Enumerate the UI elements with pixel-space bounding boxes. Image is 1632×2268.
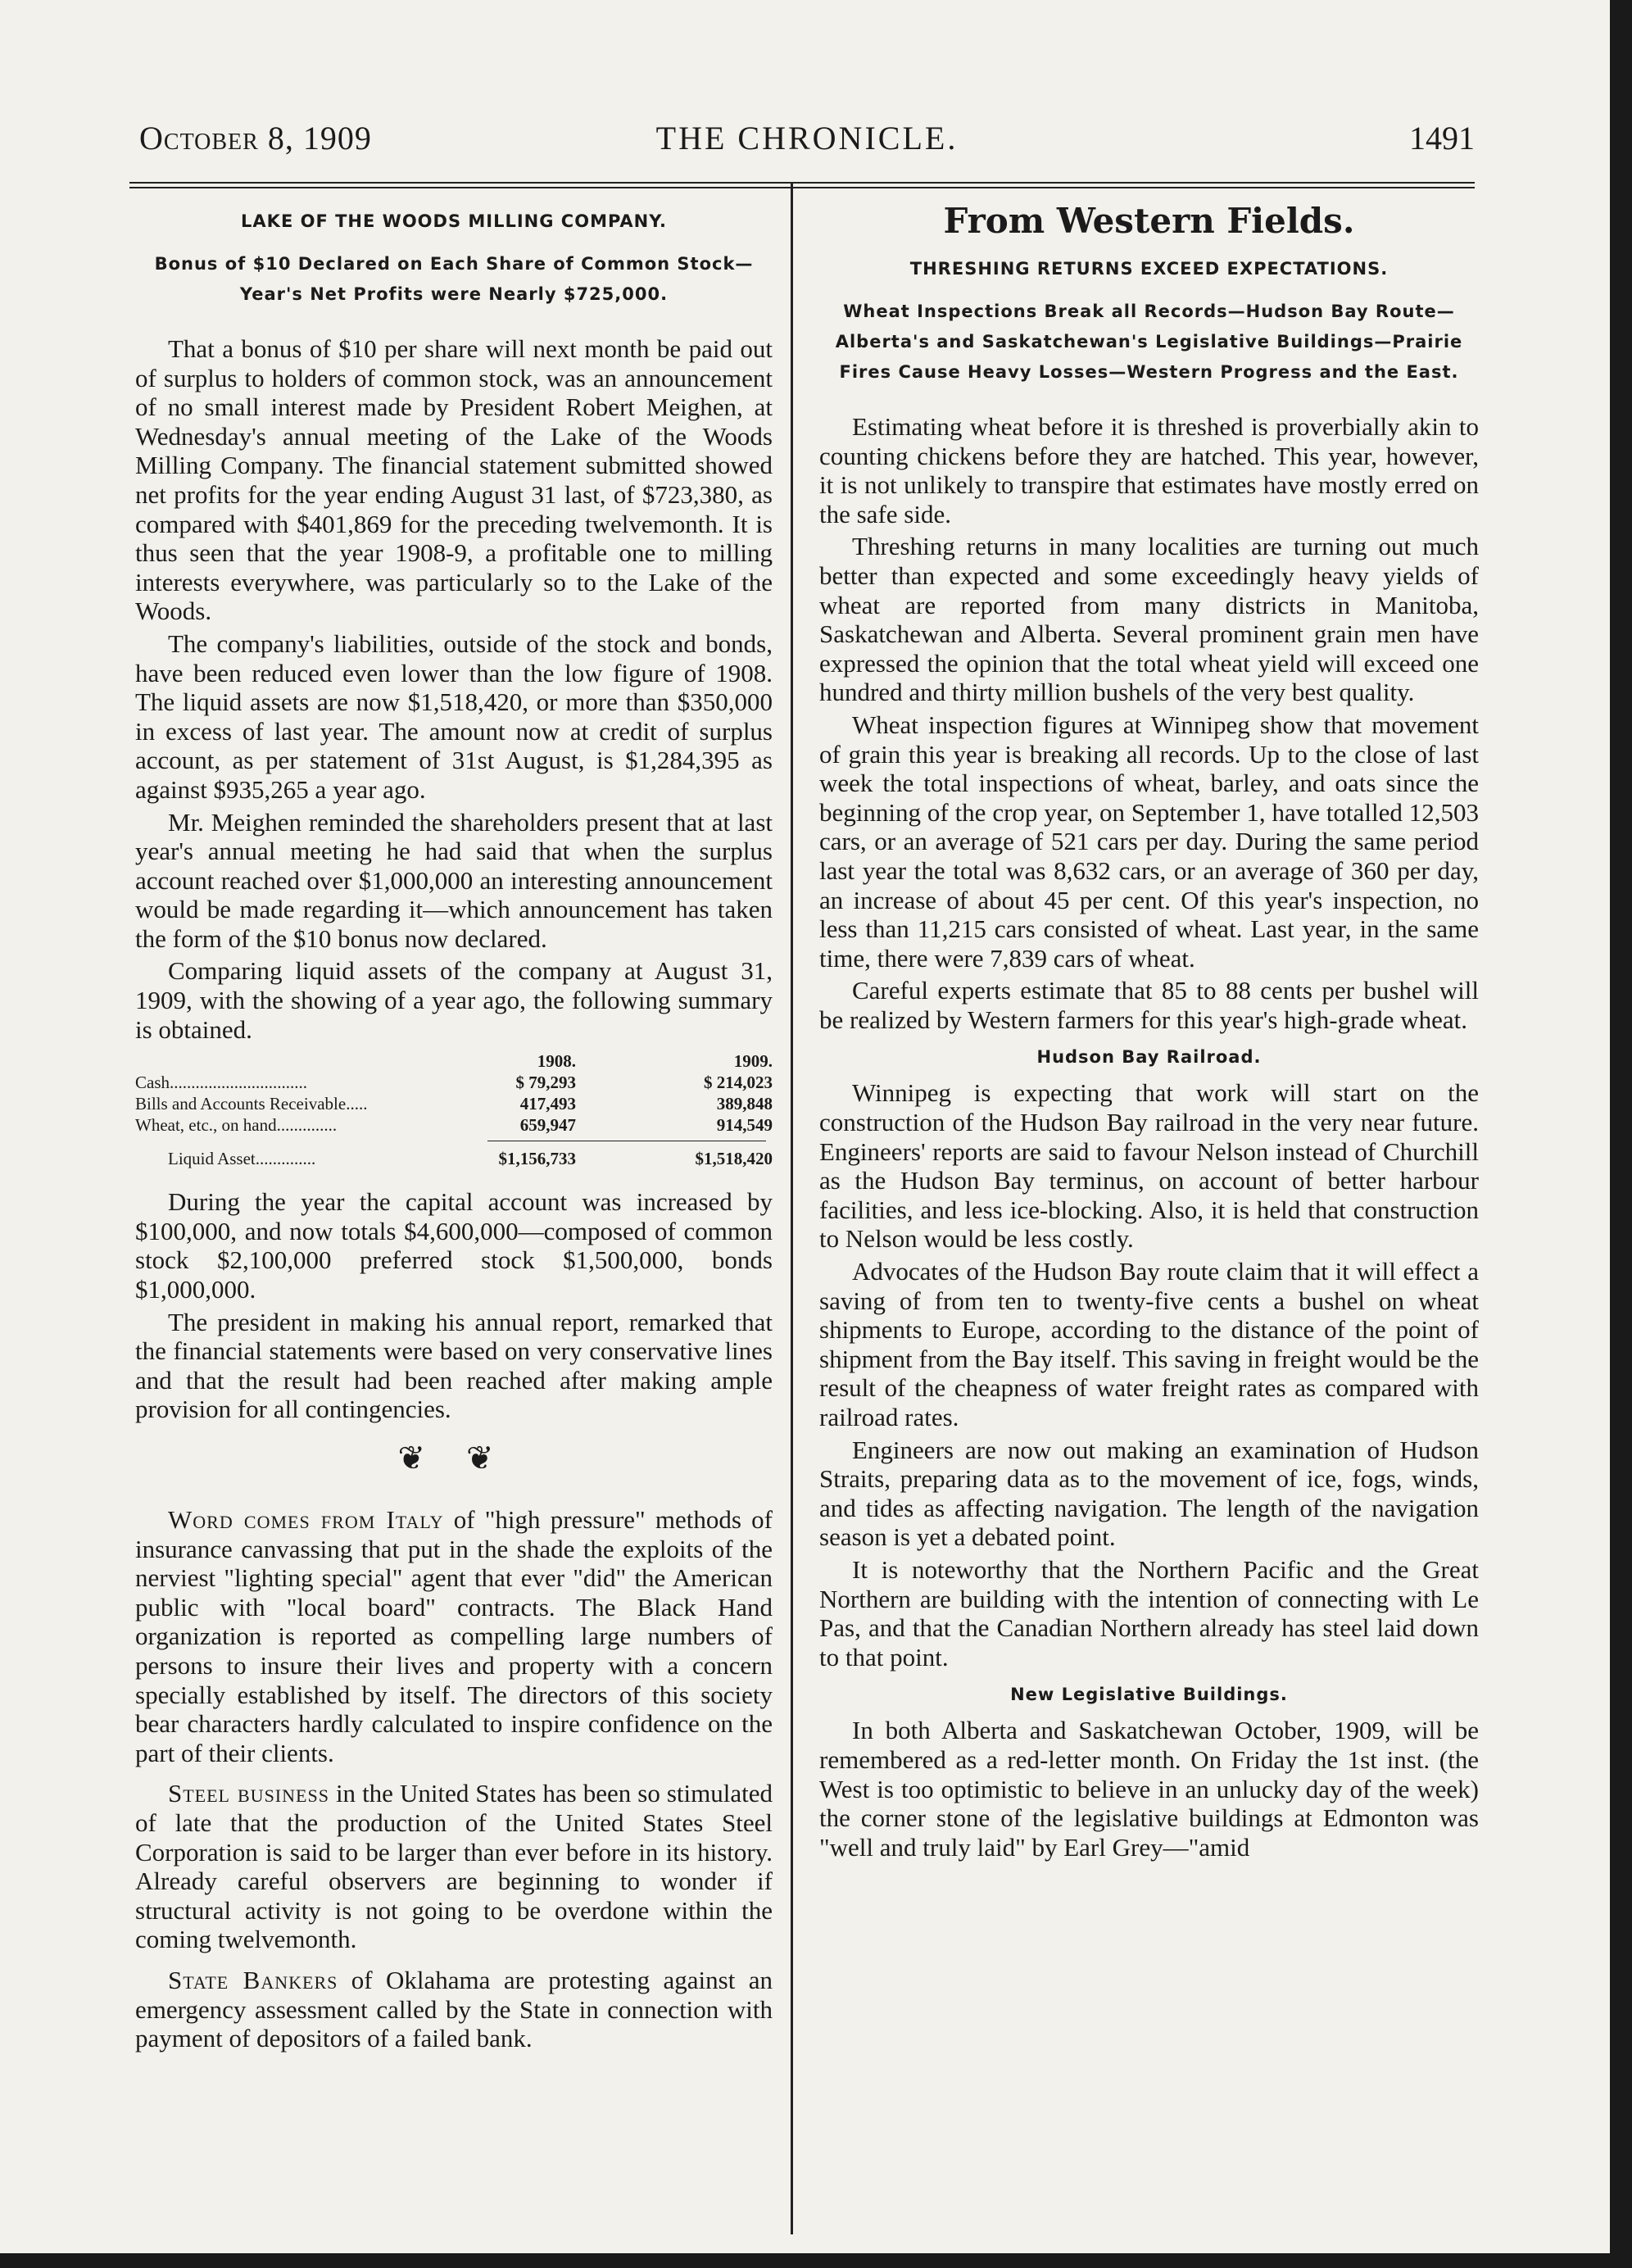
- row-label: Cash................................: [135, 1073, 307, 1093]
- value-1909: 914,549: [716, 1115, 773, 1136]
- liquid-assets-table: [135, 1050, 773, 1169]
- value-1908: 659,947: [519, 1115, 576, 1136]
- table-row: [135, 1072, 773, 1093]
- value-1909: $ 214,023: [704, 1073, 773, 1093]
- article-paragraph: Advocates of the Hudson Bay route claim that it will effect a saving of from ten to twenty-five cents a bushel on wheat shipments to Europe, according to the distance of the point of shipment from the Bay itself. This saving in freight would be the result of the cheapness of water freight rates as compared with railroad rates.: [819, 1257, 1479, 1431]
- table-row: [135, 1093, 773, 1114]
- article-paragraph: During the year the capital account was increased by $100,000, and now totals $4,600,000—composed of common stock $2,100,000 preferred stock $1,500,000, bonds $1,000,000.: [135, 1187, 773, 1304]
- year-1908-header: 1908.: [537, 1051, 576, 1072]
- left-column: [135, 197, 773, 2057]
- page-header: [139, 119, 1475, 168]
- right-column: [819, 197, 1479, 1865]
- article-paragraph: The company's liabilities, outside of the stock and bonds, have been reduced even lower than the low figure of 1908. The liquid assets are now $1,518,420, or more than $350,000 in excess of last year. The amount now at credit of surplus account, as per statement of 31st August, is $1,284,395 as against $935,265 a year ago.: [135, 628, 773, 804]
- row-label: Bills and Accounts Receivable.....: [135, 1094, 368, 1114]
- article-paragraph: Estimating wheat before it is threshed is proverbially akin to counting chickens before they are hatched. This year, however, it is not unlikely to transpire that estimates have mostly erred on the safe side.: [819, 412, 1479, 528]
- subsection-title: Hudson Bay Railroad.: [1036, 1047, 1262, 1068]
- article-headline: THRESHING RETURNS EXCEED EXPECTATIONS.: [909, 259, 1389, 279]
- note-text: of Oklahama are protesting against an emergency assessment called by the State in connection with payment of depositors of a failed bank.: [135, 1965, 773, 2053]
- article-paragraph: Comparing liquid assets of the company at August 31, 1909, with the showing of a year ago, the following summary is obtained.: [135, 956, 773, 1044]
- value-1908: 417,493: [519, 1094, 576, 1114]
- article-subhead: Bonus of $10 Declared on Each Share of Common Stock—Year's Net Profits were Nearly $725,000.: [154, 254, 754, 304]
- article-paragraph: Engineers are now out making an examination of Hudson Straits, preparing data as to the movement of ice, fogs, winds, and tides as affecting navigation. The length of the navigation season is yet a debated point.: [819, 1435, 1479, 1552]
- table-header-row: [135, 1050, 773, 1072]
- article-paragraph: Wheat inspection figures at Winnipeg show that movement of grain this year is breaking all records. Up to the close of last week the total inspections of wheat, barley, and oats since the beginning of the crop year, on September 1, have totalled 12,503 cars, or an average of 521 cars per day. During the same period last year the total was 8,632 cars, or an average of 360 per day, an increase of about 45 per cent. Of this year's inspection, no less than 11,215 cars consisted of wheat. Last year, in the same time, there were 7,839 cars of wheat.: [819, 710, 1479, 973]
- article-paragraph: Careful experts estimate that 85 to 88 cents per bushel will be realized by Western farmers for this year's high-grade wheat.: [819, 976, 1479, 1034]
- header-rule: [129, 187, 1475, 188]
- section-title: From Western Fields.: [943, 201, 1355, 241]
- subsection-title: New Legislative Buildings.: [1010, 1685, 1288, 1705]
- row-label: Wheat, etc., on hand..............: [135, 1115, 338, 1136]
- page-number: 1491: [1409, 120, 1475, 156]
- row-label: Liquid Asset..............: [168, 1149, 316, 1169]
- note-lead: Word comes from Italy: [168, 1505, 444, 1534]
- note-text: in the United States has been so stimulated of late that the production of the United States Steel Corporation is said to be larger than ever before in its history. Already careful observers are beginning to wonder if structural activity is not going to be overdone within the coming twelvemonth.: [135, 1779, 773, 1954]
- column-divider: [791, 182, 793, 2234]
- article-headline: LAKE OF THE WOODS MILLING COMPANY.: [241, 211, 667, 231]
- article-paragraph: Mr. Meighen reminded the shareholders present that at last year's annual meeting he had said that when the surplus account reached over $1,000,000 an interesting announcement would be made regarding it—which announcement has taken the form of the $10 bonus now declared.: [135, 807, 773, 953]
- publication-title: THE CHRONICLE.: [655, 120, 959, 156]
- news-note: [135, 1505, 773, 1767]
- note-text: of "high pressure" methods of insurance canvassing that put in the shade the exploits of the nerviest "lighting special" agent that ever "did" the American public with "local board" contracts. The Black Hand organization is reported as compelling large numbers of persons to insure their lives and property with a concern specially established by itself. The directors of this society bear characters hardly calculated to inspire confidence on the part of their clients.: [135, 1505, 773, 1767]
- year-1909-header: 1909.: [733, 1051, 773, 1072]
- total-1909: $1,518,420: [695, 1149, 773, 1169]
- note-lead: Steel business: [168, 1779, 329, 1808]
- fleuron-ornament: ❦ ❦: [397, 1440, 510, 1476]
- header-rule: [129, 182, 1475, 184]
- article-paragraph: Winnipeg is expecting that work will start on the construction of the Hudson Bay railroad in the very near future. Engineers' reports are said to favour Nelson instead of Churchill as the Hudson Bay terminus, on account of better harbour facilities, and less ice-blocking. Also, it is held that construction to Nelson would be less costly.: [819, 1078, 1479, 1254]
- table-row: [135, 1114, 773, 1136]
- article-paragraph: It is noteworthy that the Northern Pacific and the Great Northern are building with the intention of connecting with Le Pas, and that the Canadian Northern already has steel laid down to that point.: [819, 1554, 1479, 1672]
- note-lead: State Bankers: [168, 1965, 338, 1994]
- news-note: [135, 1779, 773, 1954]
- article-subhead: Wheat Inspections Break all Records—Hudson Bay Route—Alberta's and Saskatchewan's Legislative Buildings—Prairie Fires Cause Heavy Losses—Western Progress and the East.: [835, 302, 1463, 382]
- total-1908: $1,156,733: [498, 1149, 576, 1169]
- news-note: [135, 1966, 773, 2053]
- table-total-row: [135, 1148, 773, 1169]
- value-1909: 389,848: [716, 1094, 773, 1114]
- article-paragraph: Threshing returns in many localities are turning out much better than expected and some exceedingly heavy yields of wheat are reported from many districts in Manitoba, Saskatchewan and Alberta. Several prominent grain men have expressed the opinion that the total wheat yield will exceed one hundred and thirty million bushels of the very best quality.: [819, 532, 1479, 707]
- article-paragraph: The president in making his annual report, remarked that the financial statements were based on very conservative lines and that the result had been reached after making ample provision for all contingencies.: [135, 1307, 773, 1424]
- value-1908: $ 79,293: [515, 1073, 576, 1093]
- article-paragraph: That a bonus of $10 per share will next month be paid out of surplus to holders of common stock, was an announcement of no small interest made by President Robert Meighen, at Wednesday's annual meeting of the Lake of the Woods Milling Company. The financial statement submitted showed net profits for the year ending August 31 last, of $723,380, as compared with $401,869 for the preceding twelvemonth. It is thus seen that the year 1908-9, a profitable one to milling interests everywhere, was particularly so to the Lake of the Woods.: [135, 334, 773, 626]
- article-paragraph: In both Alberta and Saskatchewan October, 1909, will be remembered as a red-letter month. On Friday the 1st inst. (the West is too optimistic to believe in an unlucky day of the week) the corner stone of the legislative buildings at Edmonton was "well and truly laid" by Earl Grey—"amid: [819, 1716, 1479, 1862]
- issue-date: October 8, 1909: [139, 120, 372, 156]
